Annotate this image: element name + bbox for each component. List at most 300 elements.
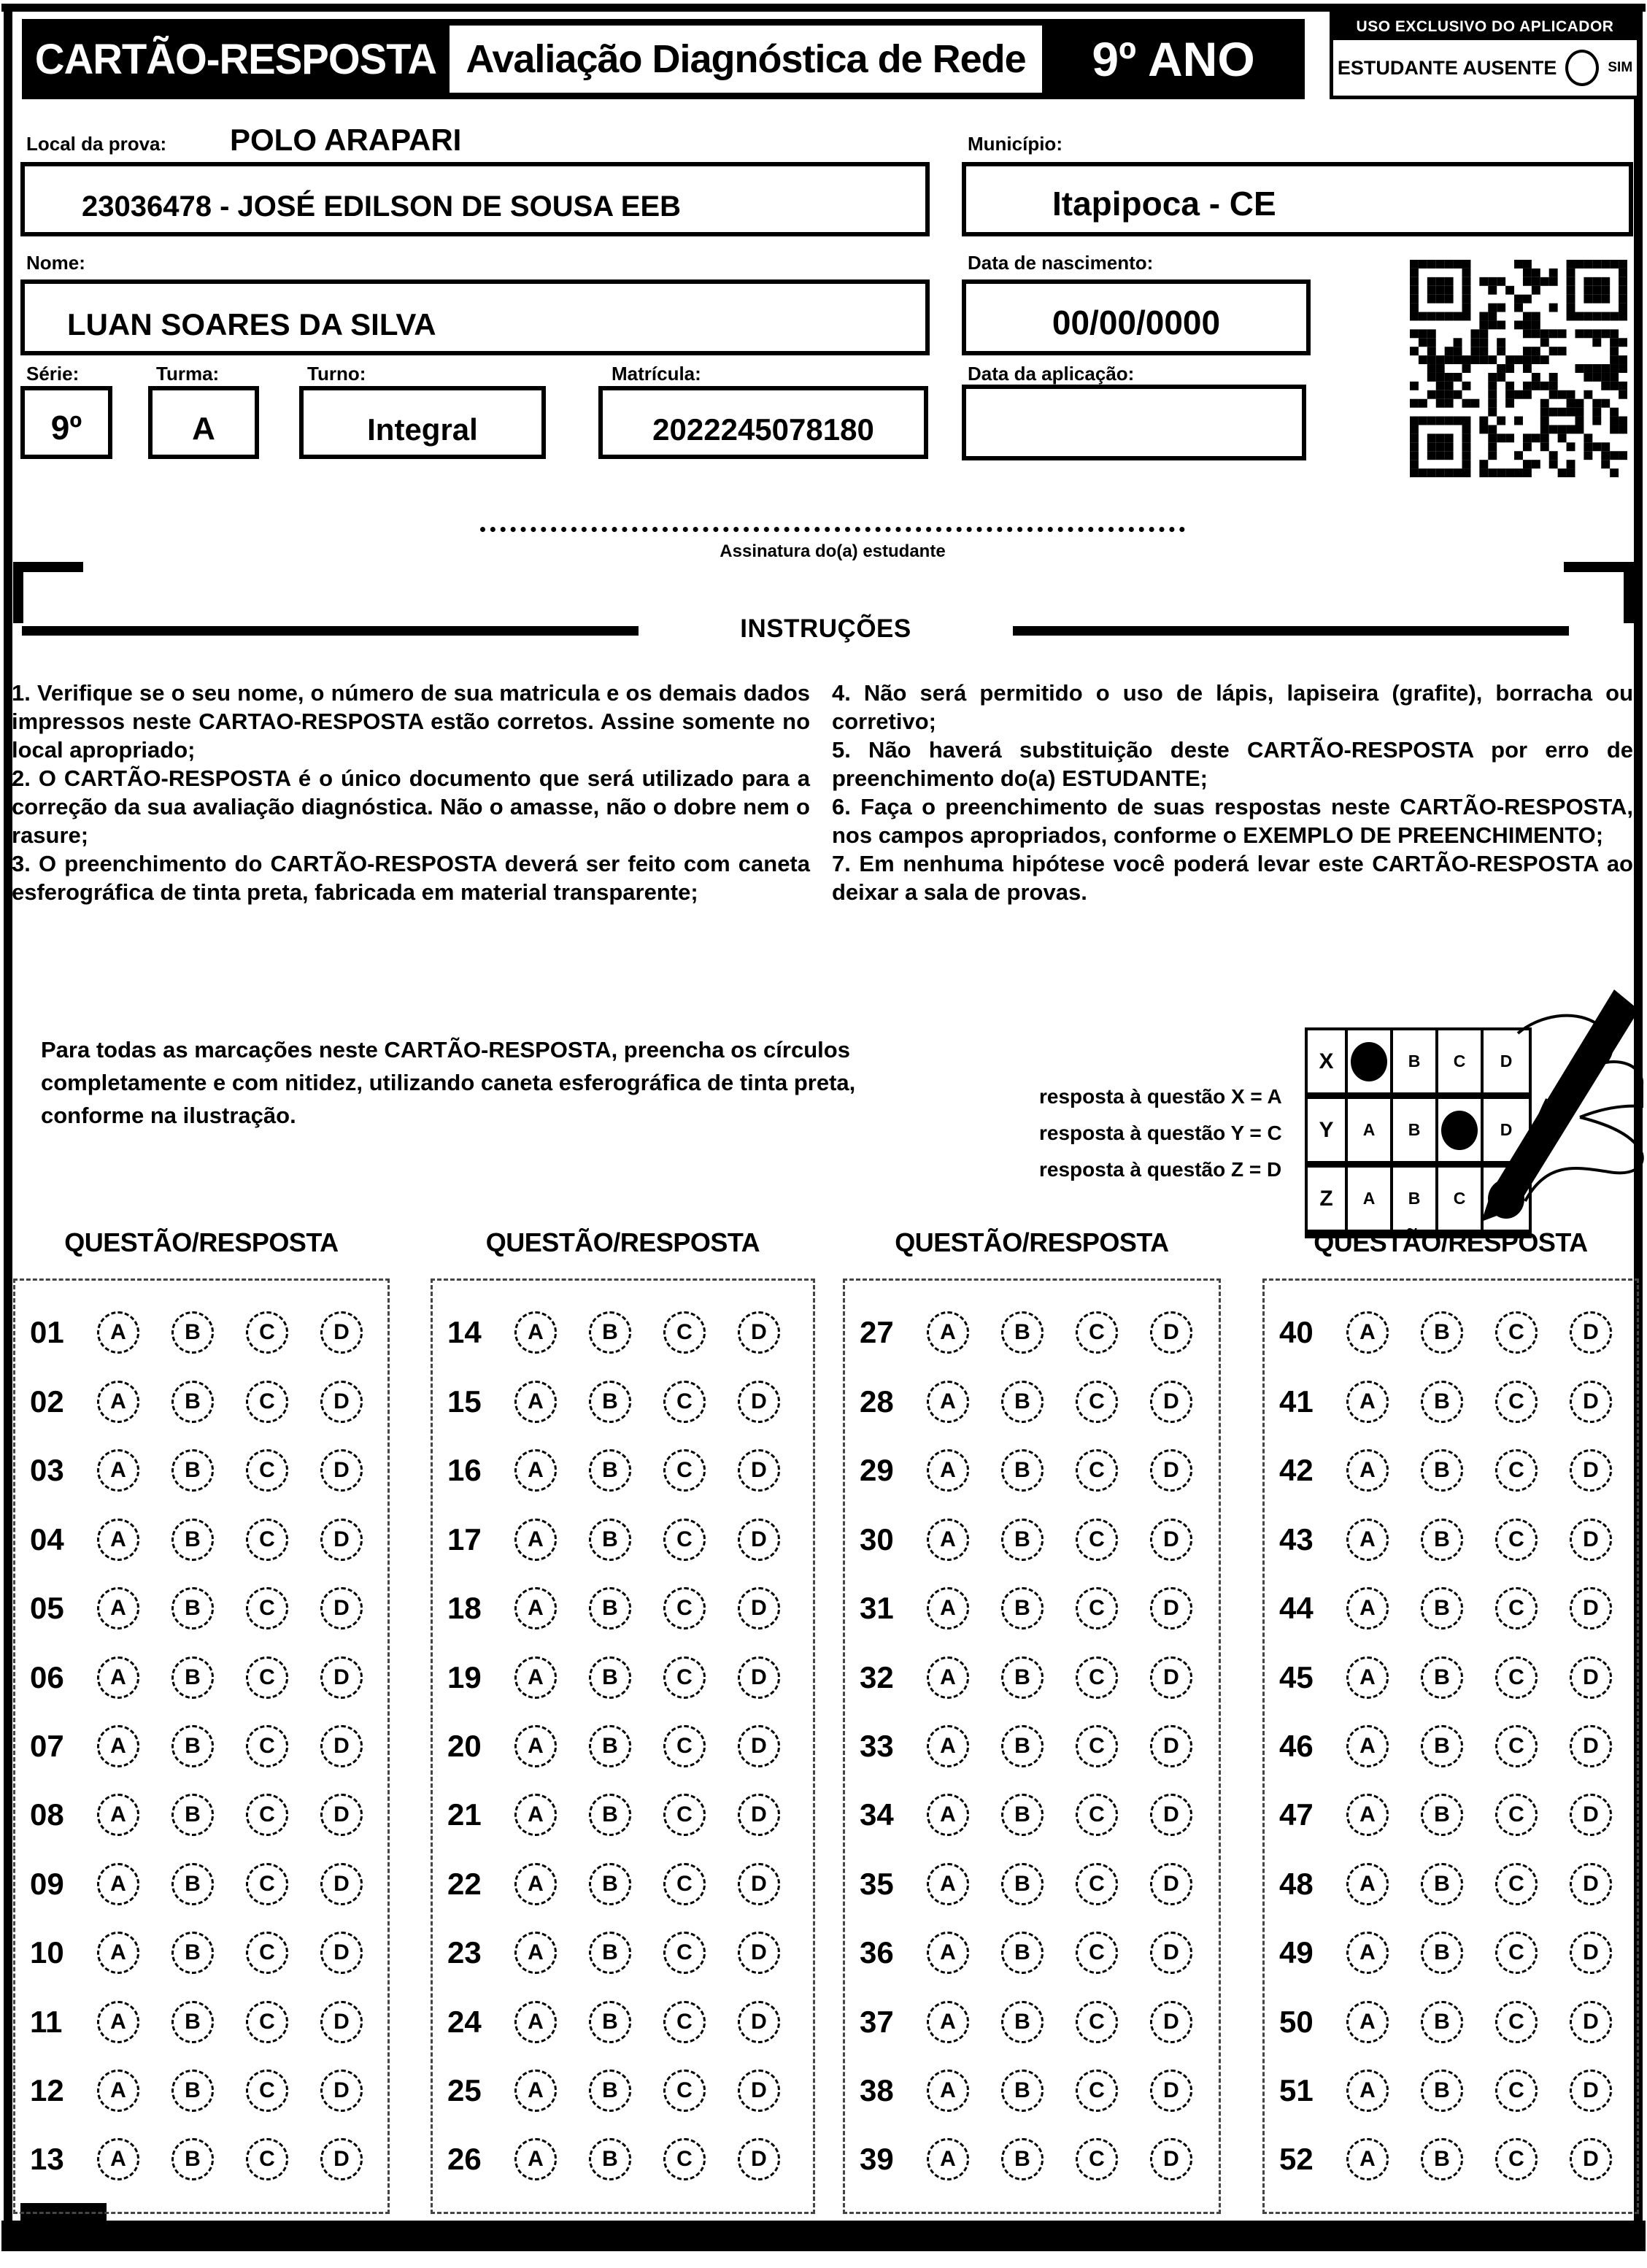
answer-bubble-18-A[interactable]: A (514, 1587, 557, 1629)
serie-label: Série: (26, 363, 80, 385)
answer-bubble-01-D[interactable]: D (320, 1311, 363, 1354)
answer-bubble-07-B[interactable]: B (171, 1725, 214, 1767)
filled-bubble (1351, 1042, 1387, 1081)
answer-bubble-43-D[interactable]: D (1570, 1519, 1612, 1561)
municipio-label: Município: (968, 133, 1062, 155)
answer-bubble-38-D[interactable]: D (1150, 2070, 1192, 2112)
answer-bubble-30-C[interactable]: C (1076, 1519, 1118, 1561)
answer-bubble-22-C[interactable]: C (663, 1863, 706, 1905)
answer-bubble-50-C[interactable]: C (1495, 2001, 1538, 2043)
answer-bubble-09-A[interactable]: A (97, 1863, 139, 1905)
answer-bubble-33-C[interactable]: C (1076, 1725, 1118, 1767)
answer-bubble-09-C[interactable]: C (246, 1863, 288, 1905)
absent-option-label: SIM (1608, 60, 1633, 75)
answer-bubble-33-D[interactable]: D (1150, 1725, 1192, 1767)
answer-bubble-51-C[interactable]: C (1495, 2070, 1538, 2112)
answer-bubble-30-A[interactable]: A (927, 1519, 969, 1561)
answer-bubble-51-B[interactable]: B (1421, 2070, 1463, 2112)
answer-bubble-49-D[interactable]: D (1570, 1932, 1612, 1974)
question-number: 51 (1279, 2073, 1314, 2108)
absent-mark-bubble[interactable] (1565, 50, 1599, 86)
answer-bubble-11-D[interactable]: D (320, 2001, 363, 2043)
answer-bubble-50-A[interactable]: A (1346, 2001, 1389, 2043)
answer-bubble-28-C[interactable]: C (1076, 1381, 1118, 1423)
answer-bubble-51-D[interactable]: D (1570, 2070, 1612, 2112)
answer-bubble-08-B[interactable]: B (171, 1794, 214, 1836)
nome-box (20, 279, 930, 355)
serie-box (20, 386, 112, 459)
answer-bubble-29-B[interactable]: B (1001, 1449, 1044, 1492)
question-row-04 (15, 1519, 387, 1561)
question-row-29 (845, 1449, 1219, 1492)
answer-bubble-37-D[interactable]: D (1150, 2001, 1192, 2043)
answer-bubble-18-C[interactable]: C (663, 1587, 706, 1629)
question-number: 23 (447, 1935, 482, 1970)
answer-bubble-12-A[interactable]: A (97, 2070, 139, 2112)
answer-bubble-16-A[interactable]: A (514, 1449, 557, 1492)
answer-bubble-03-B[interactable]: B (171, 1449, 214, 1492)
answer-bubble-30-B[interactable]: B (1001, 1519, 1044, 1561)
answer-bubble-17-C[interactable]: C (663, 1519, 706, 1561)
question-row-23 (433, 1932, 813, 1974)
nome-label: Nome: (26, 252, 85, 274)
answer-bubble-29-D[interactable]: D (1150, 1449, 1192, 1492)
answer-bubble-04-A[interactable]: A (97, 1519, 139, 1561)
question-number: 04 (30, 1521, 64, 1557)
answer-bubble-13-B[interactable]: B (171, 2138, 214, 2180)
question-number: 43 (1279, 1521, 1314, 1557)
answer-bubble-26-D[interactable]: D (738, 2138, 780, 2180)
answer-bubble-41-D[interactable]: D (1570, 1381, 1612, 1423)
answer-bubble-14-A[interactable]: A (514, 1311, 557, 1354)
answer-bubble-26-B[interactable]: B (589, 2138, 631, 2180)
answer-bubble-40-D[interactable]: D (1570, 1311, 1612, 1354)
aplicacao-box[interactable] (962, 385, 1306, 460)
answer-bubble-13-A[interactable]: A (97, 2138, 139, 2180)
answer-bubble-05-D[interactable]: D (320, 1587, 363, 1629)
answer-bubble-45-A[interactable]: A (1346, 1656, 1389, 1699)
answer-bubble-19-C[interactable]: C (663, 1656, 706, 1699)
answer-bubble-14-B[interactable]: B (589, 1311, 631, 1354)
answer-bubble-32-D[interactable]: D (1150, 1656, 1192, 1699)
answer-bubble-04-B[interactable]: B (171, 1519, 214, 1561)
answer-bubble-33-A[interactable]: A (927, 1725, 969, 1767)
answer-bubble-27-C[interactable]: C (1076, 1311, 1118, 1354)
answer-bubble-03-A[interactable]: A (97, 1449, 139, 1492)
answer-bubble-18-D[interactable]: D (738, 1587, 780, 1629)
answer-bubble-09-B[interactable]: B (171, 1863, 214, 1905)
question-number: 40 (1279, 1315, 1314, 1350)
answer-bubble-15-D[interactable]: D (738, 1381, 780, 1423)
answer-bubble-34-D[interactable]: D (1150, 1794, 1192, 1836)
answer-bubble-01-A[interactable]: A (97, 1311, 139, 1354)
instructions-title: INSTRUÇÕES (740, 614, 911, 643)
answer-bubble-35-B[interactable]: B (1001, 1863, 1044, 1905)
answer-bubble-04-C[interactable]: C (246, 1519, 288, 1561)
answer-bubble-16-B[interactable]: B (589, 1449, 631, 1492)
question-row-48 (1265, 1863, 1637, 1905)
question-row-50 (1265, 2001, 1637, 2043)
answer-bubble-52-D[interactable]: D (1570, 2138, 1612, 2180)
answer-bubble-37-C[interactable]: C (1076, 2001, 1118, 2043)
question-row-16 (433, 1449, 813, 1492)
answer-bubble-30-D[interactable]: D (1150, 1519, 1192, 1561)
question-row-01 (15, 1311, 387, 1354)
answer-bubble-02-A[interactable]: A (97, 1381, 139, 1423)
answer-bubble-10-B[interactable]: B (171, 1932, 214, 1974)
answer-bubble-19-B[interactable]: B (589, 1656, 631, 1699)
answer-bubble-22-B[interactable]: B (589, 1863, 631, 1905)
answer-bubble-03-D[interactable]: D (320, 1449, 363, 1492)
question-row-24 (433, 2001, 813, 2043)
example-cell-X-A (1348, 1030, 1393, 1092)
grid-header-4: QUESTÃO/RESPOSTA (1314, 1227, 1588, 1257)
question-row-12 (15, 2070, 387, 2112)
answer-bubble-05-C[interactable]: C (246, 1587, 288, 1629)
example-cell-X-B: B (1393, 1030, 1438, 1092)
answer-bubble-23-B[interactable]: B (589, 1932, 631, 1974)
answer-bubble-28-A[interactable]: A (927, 1381, 969, 1423)
question-number: 30 (860, 1521, 894, 1557)
answer-bubble-48-D[interactable]: D (1570, 1863, 1612, 1905)
grid-header-3: QUESTÃO/RESPOSTA (895, 1227, 1169, 1257)
question-number: 07 (30, 1728, 64, 1763)
answer-bubble-25-B[interactable]: B (589, 2070, 631, 2112)
answer-bubble-43-C[interactable]: C (1495, 1519, 1538, 1561)
answer-bubble-17-B[interactable]: B (589, 1519, 631, 1561)
answer-bubble-47-C[interactable]: C (1495, 1794, 1538, 1836)
answer-bubble-06-B[interactable]: B (171, 1656, 214, 1699)
answer-bubble-31-D[interactable]: D (1150, 1587, 1192, 1629)
answer-bubble-35-D[interactable]: D (1150, 1863, 1192, 1905)
answer-bubble-17-D[interactable]: D (738, 1519, 780, 1561)
answer-bubble-46-D[interactable]: D (1570, 1725, 1612, 1767)
answer-bubble-23-D[interactable]: D (738, 1932, 780, 1974)
qr-code (1405, 260, 1632, 477)
signature-line[interactable] (480, 527, 1185, 532)
answer-bubble-15-B[interactable]: B (589, 1381, 631, 1423)
question-number: 38 (860, 2073, 894, 2108)
question-row-07 (15, 1725, 387, 1767)
answer-bubble-12-D[interactable]: D (320, 2070, 363, 2112)
answer-bubble-40-C[interactable]: C (1495, 1311, 1538, 1354)
answer-bubble-10-C[interactable]: C (246, 1932, 288, 1974)
answer-bubble-11-B[interactable]: B (171, 2001, 214, 2043)
answer-bubble-32-C[interactable]: C (1076, 1656, 1118, 1699)
answer-bubble-42-B[interactable]: B (1421, 1449, 1463, 1492)
question-row-34 (845, 1794, 1219, 1836)
answer-bubble-19-A[interactable]: A (514, 1656, 557, 1699)
answer-bubble-49-C[interactable]: C (1495, 1932, 1538, 1974)
answer-bubble-37-B[interactable]: B (1001, 2001, 1044, 2043)
question-number: 24 (447, 2004, 482, 2039)
legend-line: resposta à questão Y = C (1039, 1122, 1282, 1144)
question-row-47 (1265, 1794, 1637, 1836)
answer-bubble-01-C[interactable]: C (246, 1311, 288, 1354)
turma-box (148, 386, 259, 459)
question-row-21 (433, 1794, 813, 1836)
answer-bubble-38-C[interactable]: C (1076, 2070, 1118, 2112)
question-number: 14 (447, 1315, 482, 1350)
answer-bubble-46-A[interactable]: A (1346, 1725, 1389, 1767)
answer-bubble-24-B[interactable]: B (589, 2001, 631, 2043)
answer-bubble-35-C[interactable]: C (1076, 1863, 1118, 1905)
answer-bubble-34-A[interactable]: A (927, 1794, 969, 1836)
answer-bubble-52-A[interactable]: A (1346, 2138, 1389, 2180)
answer-bubble-47-B[interactable]: B (1421, 1794, 1463, 1836)
answer-bubble-44-B[interactable]: B (1421, 1587, 1463, 1629)
answer-bubble-08-D[interactable]: D (320, 1794, 363, 1836)
question-row-13 (15, 2138, 387, 2180)
answer-bubble-24-D[interactable]: D (738, 2001, 780, 2043)
answer-bubble-14-C[interactable]: C (663, 1311, 706, 1354)
answer-bubble-31-B[interactable]: B (1001, 1587, 1044, 1629)
serie-value: 9º (50, 409, 82, 447)
answer-bubble-29-A[interactable]: A (927, 1449, 969, 1492)
question-number: 45 (1279, 1659, 1314, 1694)
answer-bubble-24-A[interactable]: A (514, 2001, 557, 2043)
answer-bubble-39-A[interactable]: A (927, 2138, 969, 2180)
answer-bubble-15-A[interactable]: A (514, 1381, 557, 1423)
answer-bubble-49-A[interactable]: A (1346, 1932, 1389, 1974)
answer-bubble-06-D[interactable]: D (320, 1656, 363, 1699)
answer-bubble-34-C[interactable]: C (1076, 1794, 1118, 1836)
answer-bubble-41-A[interactable]: A (1346, 1381, 1389, 1423)
answer-bubble-52-C[interactable]: C (1495, 2138, 1538, 2180)
question-number: 21 (447, 1797, 482, 1832)
answer-bubble-23-A[interactable]: A (514, 1932, 557, 1974)
answer-bubble-29-C[interactable]: C (1076, 1449, 1118, 1492)
question-number: 09 (30, 1866, 64, 1901)
answer-bubble-26-C[interactable]: C (663, 2138, 706, 2180)
answer-bubble-43-B[interactable]: B (1421, 1519, 1463, 1561)
question-row-05 (15, 1587, 387, 1629)
answer-bubble-48-C[interactable]: C (1495, 1863, 1538, 1905)
question-row-08 (15, 1794, 387, 1836)
answer-bubble-34-B[interactable]: B (1001, 1794, 1044, 1836)
answer-bubble-03-C[interactable]: C (246, 1449, 288, 1492)
example-cell-Z-B: B (1393, 1168, 1438, 1230)
answer-bubble-22-D[interactable]: D (738, 1863, 780, 1905)
answer-bubble-01-B[interactable]: B (171, 1311, 214, 1354)
answer-bubble-51-A[interactable]: A (1346, 2070, 1389, 2112)
signature-caption: Assinatura do(a) estudante (720, 541, 946, 561)
answer-bubble-23-C[interactable]: C (663, 1932, 706, 1974)
answer-bubble-46-B[interactable]: B (1421, 1725, 1463, 1767)
answer-bubble-26-A[interactable]: A (514, 2138, 557, 2180)
answer-bubble-21-C[interactable]: C (663, 1794, 706, 1836)
answer-bubble-02-B[interactable]: B (171, 1381, 214, 1423)
answer-bubble-21-A[interactable]: A (514, 1794, 557, 1836)
question-number: 08 (30, 1797, 64, 1832)
answer-bubble-12-B[interactable]: B (171, 2070, 214, 2112)
corner-bracket-left (13, 562, 83, 572)
answer-bubble-48-A[interactable]: A (1346, 1863, 1389, 1905)
answer-bubble-39-C[interactable]: C (1076, 2138, 1118, 2180)
answer-bubble-12-C[interactable]: C (246, 2070, 288, 2112)
answer-bubble-27-B[interactable]: B (1001, 1311, 1044, 1354)
answer-bubble-07-A[interactable]: A (97, 1725, 139, 1767)
answer-bubble-28-B[interactable]: B (1001, 1381, 1044, 1423)
instruction-item: 5. Não haverá substituição deste CARTÃO-RESPOSTA por erro de preenchimento do(a) ESTUDANTE; (832, 737, 1633, 791)
question-number: 44 (1279, 1591, 1314, 1626)
instruction-item: 4. Não será permitido o uso de lápis, lapiseira (grafite), borracha ou corretivo; (832, 680, 1633, 734)
question-number: 01 (30, 1315, 64, 1350)
answer-bubble-32-A[interactable]: A (927, 1656, 969, 1699)
corner-bracket-left (13, 562, 23, 623)
nascimento-value: 00/00/0000 (1052, 304, 1221, 342)
answer-bubble-43-A[interactable]: A (1346, 1519, 1389, 1561)
answer-bubble-10-D[interactable]: D (320, 1932, 363, 1974)
answer-bubble-36-C[interactable]: C (1076, 1932, 1118, 1974)
answer-bubble-39-B[interactable]: B (1001, 2138, 1044, 2180)
answer-bubble-21-B[interactable]: B (589, 1794, 631, 1836)
answer-bubble-13-C[interactable]: C (246, 2138, 288, 2180)
example-cell-Z-A: A (1348, 1168, 1393, 1230)
answer-bubble-02-D[interactable]: D (320, 1381, 363, 1423)
matricula-value: 2022245078180 (652, 412, 874, 447)
answer-bubble-24-C[interactable]: C (663, 2001, 706, 2043)
question-number: 39 (860, 2142, 894, 2177)
answer-bubble-36-A[interactable]: A (927, 1932, 969, 1974)
answer-bubble-44-D[interactable]: D (1570, 1587, 1612, 1629)
answer-bubble-11-C[interactable]: C (246, 2001, 288, 2043)
instruction-item: 1. Verifique se o seu nome, o número de sua matricula e os demais dados impressos neste CARTAO-RESPOSTA estão corretos. Assine somente no local apropriado; (12, 680, 810, 763)
answer-bubble-15-C[interactable]: C (663, 1381, 706, 1423)
answer-bubble-18-B[interactable]: B (589, 1587, 631, 1629)
answer-bubble-20-C[interactable]: C (663, 1725, 706, 1767)
answer-bubble-31-A[interactable]: A (927, 1587, 969, 1629)
answer-bubble-28-D[interactable]: D (1150, 1381, 1192, 1423)
answer-bubble-33-B[interactable]: B (1001, 1725, 1044, 1767)
answer-bubble-14-D[interactable]: D (738, 1311, 780, 1354)
answer-bubble-25-C[interactable]: C (663, 2070, 706, 2112)
answer-bubble-16-C[interactable]: C (663, 1449, 706, 1492)
answer-bubble-27-D[interactable]: D (1150, 1311, 1192, 1354)
question-row-11 (15, 2001, 387, 2043)
answer-bubble-45-B[interactable]: B (1421, 1656, 1463, 1699)
answer-bubble-44-C[interactable]: C (1495, 1587, 1538, 1629)
answer-bubble-47-A[interactable]: A (1346, 1794, 1389, 1836)
question-row-42 (1265, 1449, 1637, 1492)
answer-bubble-08-A[interactable]: A (97, 1794, 139, 1836)
aplicacao-value (966, 389, 1302, 456)
answer-bubble-21-D[interactable]: D (738, 1794, 780, 1836)
answer-bubble-27-A[interactable]: A (927, 1311, 969, 1354)
page-border-bottom (1, 2221, 1646, 2251)
answer-bubble-07-D[interactable]: D (320, 1725, 363, 1767)
page-border-left (4, 4, 12, 2244)
answer-bubble-25-A[interactable]: A (514, 2070, 557, 2112)
question-row-30 (845, 1519, 1219, 1561)
answer-bubble-39-D[interactable]: D (1150, 2138, 1192, 2180)
example-cell-X-C: C (1438, 1030, 1484, 1092)
question-number: 35 (860, 1866, 894, 1901)
answer-bubble-20-B[interactable]: B (589, 1725, 631, 1767)
answer-bubble-08-C[interactable]: C (246, 1794, 288, 1836)
answer-bubble-19-D[interactable]: D (738, 1656, 780, 1699)
answer-bubble-10-A[interactable]: A (97, 1932, 139, 1974)
example-row-label: X (1308, 1030, 1348, 1092)
answer-bubble-38-B[interactable]: B (1001, 2070, 1044, 2112)
question-number: 29 (860, 1453, 894, 1488)
answer-bubble-44-A[interactable]: A (1346, 1587, 1389, 1629)
question-row-19 (433, 1656, 813, 1699)
answer-bubble-16-D[interactable]: D (738, 1449, 780, 1492)
answer-bubble-46-C[interactable]: C (1495, 1725, 1538, 1767)
answer-bubble-09-D[interactable]: D (320, 1863, 363, 1905)
instruction-item: 2. O CARTÃO-RESPOSTA é o único documento que será utilizado para a correção da sua avaliação diagnóstica. Não o amasse, não o dobre nem o rasure; (12, 765, 810, 848)
answer-bubble-36-D[interactable]: D (1150, 1932, 1192, 1974)
answer-bubble-52-B[interactable]: B (1421, 2138, 1463, 2180)
answer-bubble-20-D[interactable]: D (738, 1725, 780, 1767)
answer-bubble-42-A[interactable]: A (1346, 1449, 1389, 1492)
answer-bubble-25-D[interactable]: D (738, 2070, 780, 2112)
question-row-44 (1265, 1587, 1637, 1629)
answer-bubble-41-C[interactable]: C (1495, 1381, 1538, 1423)
exam-title: Avaliação Diagnóstica de Rede (450, 26, 1042, 93)
answer-bubble-42-C[interactable]: C (1495, 1449, 1538, 1492)
grid-header-1: QUESTÃO/RESPOSTA (64, 1227, 339, 1257)
answer-bubble-22-A[interactable]: A (514, 1863, 557, 1905)
answer-bubble-42-D[interactable]: D (1570, 1449, 1612, 1492)
answer-bubble-47-D[interactable]: D (1570, 1794, 1612, 1836)
nome-value: LUAN SOARES DA SILVA (67, 307, 436, 342)
answer-bubble-41-B[interactable]: B (1421, 1381, 1463, 1423)
answer-bubble-40-B[interactable]: B (1421, 1311, 1463, 1354)
answer-bubble-20-A[interactable]: A (514, 1725, 557, 1767)
answer-bubble-45-D[interactable]: D (1570, 1656, 1612, 1699)
question-number: 18 (447, 1591, 482, 1626)
municipio-box (962, 162, 1633, 236)
answer-bubble-05-B[interactable]: B (171, 1587, 214, 1629)
answer-bubble-17-A[interactable]: A (514, 1519, 557, 1561)
answer-bubble-11-A[interactable]: A (97, 2001, 139, 2043)
answer-bubble-05-A[interactable]: A (97, 1587, 139, 1629)
answer-bubble-40-A[interactable]: A (1346, 1311, 1389, 1354)
header (22, 19, 1305, 99)
answer-bubble-36-B[interactable]: B (1001, 1932, 1044, 1974)
answer-bubble-07-C[interactable]: C (246, 1725, 288, 1767)
answer-bubble-06-A[interactable]: A (97, 1656, 139, 1699)
answer-bubble-13-D[interactable]: D (320, 2138, 363, 2180)
question-number: 41 (1279, 1384, 1314, 1419)
question-row-10 (15, 1932, 387, 1974)
answer-bubble-45-C[interactable]: C (1495, 1656, 1538, 1699)
answer-bubble-49-B[interactable]: B (1421, 1932, 1463, 1974)
answer-bubble-38-A[interactable]: A (927, 2070, 969, 2112)
question-row-31 (845, 1587, 1219, 1629)
answer-bubble-48-B[interactable]: B (1421, 1863, 1463, 1905)
answer-bubble-37-A[interactable]: A (927, 2001, 969, 2043)
matricula-label: Matrícula: (612, 363, 701, 385)
answer-bubble-31-C[interactable]: C (1076, 1587, 1118, 1629)
answer-bubble-32-B[interactable]: B (1001, 1656, 1044, 1699)
turma-value: A (192, 411, 215, 447)
question-row-15 (433, 1381, 813, 1423)
instruction-item: 7. Em nenhuma hipótese você poderá levar este CARTÃO-RESPOSTA ao deixar a sala de provas. (832, 851, 1633, 905)
answer-bubble-04-D[interactable]: D (320, 1519, 363, 1561)
question-number: 20 (447, 1728, 482, 1763)
answer-bubble-06-C[interactable]: C (246, 1656, 288, 1699)
answer-bubble-02-C[interactable]: C (246, 1381, 288, 1423)
local-label: Local da prova: (26, 133, 167, 155)
answer-bubble-50-D[interactable]: D (1570, 2001, 1612, 2043)
instructions-right-column (832, 679, 1633, 906)
answer-bubble-50-B[interactable]: B (1421, 2001, 1463, 2043)
question-number: 34 (860, 1797, 894, 1832)
answer-bubble-35-A[interactable]: A (927, 1863, 969, 1905)
